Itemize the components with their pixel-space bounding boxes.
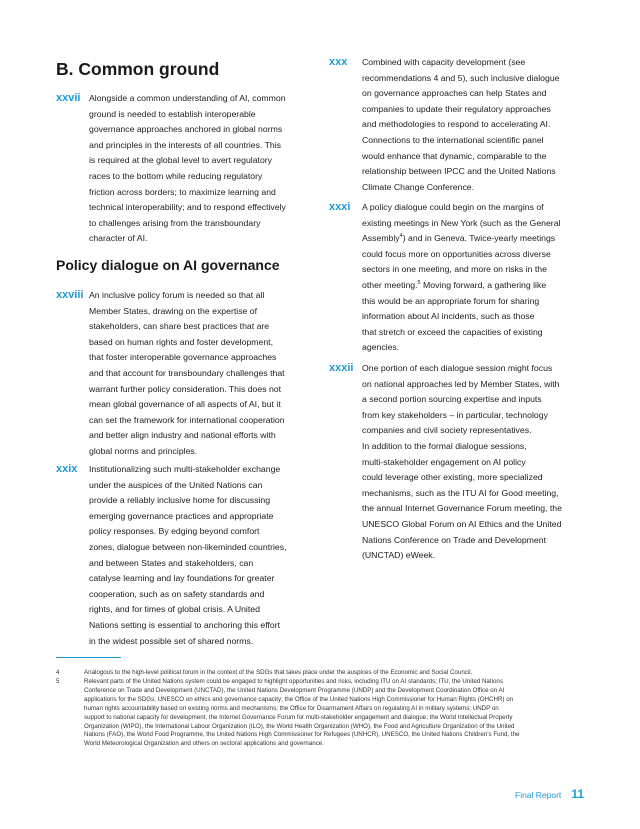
text-line: from key stakeholders – in particular, technology [362, 409, 548, 420]
text-line: provide a reliably inclusive home for discussing [89, 495, 271, 506]
page-footer [515, 787, 584, 801]
text-line: character of AI. [89, 233, 148, 244]
text-line: technical interoperability; and to respond effectively [89, 202, 286, 213]
paragraph-text [89, 462, 287, 649]
page-number: 11 [571, 787, 584, 801]
footnote-4 [56, 669, 586, 678]
text-line: and methodologies to respond to accelerating AI. [362, 119, 551, 130]
text-line: mechanisms, such as the ITU AI for Good meeting, [362, 487, 559, 498]
text-line: An inclusive policy forum is needed so that all [89, 290, 265, 300]
text-line: applications for the SDGs; UNESCO on ethics and governance capacity; the Office of the United Nations High Commissioner for Human Rights (OHCHR) on [84, 695, 514, 703]
section-title-policy-dialogue: Policy dialogue on AI governance [56, 257, 280, 273]
paragraph-text [89, 91, 286, 247]
text-line: Nations (FAO), the World Food Programme, the United Nations High Commissioner for Refugees (UNHCR), UNESCO, the United Nations Children’s Fund, the [84, 731, 520, 739]
text-line: World Meteorological Organization and others on sectoral applications and governance. [84, 740, 324, 748]
paragraph-xxxii [329, 361, 562, 564]
text-line: companies and civil society representatives. [362, 425, 532, 436]
text-line: global norms and principles. [89, 445, 198, 456]
text-line: and between States and stakeholders, can [89, 557, 254, 568]
text-line: based on human rights and foster development, [89, 336, 274, 347]
text-line: policy responses. By edging beyond comfort [89, 526, 260, 537]
text-line: Analogous to the high-level political forum in the context of the SDGs that takes place under the auspices of the Economic and Social Council. [84, 669, 473, 676]
text-line: to challenges arising from the transboundary [89, 217, 261, 228]
text-line: on governance approaches can help States and [362, 88, 547, 99]
text-line: zones, dialogue between non-likeminded countries, [89, 541, 287, 552]
text-line: would enhance that dynamic, comparable to the [362, 150, 547, 161]
text-line: recommendations 4 and 5), such inclusive dialogue [362, 72, 560, 83]
paragraph-xxviii [56, 288, 285, 460]
paragraph-number: xxxi [329, 201, 351, 213]
text-line: can set the framework for international cooperation [89, 414, 285, 425]
text-line: on national approaches led by Member States, with [362, 378, 560, 389]
paragraph-xxix [56, 462, 287, 649]
footnote-text [84, 669, 472, 678]
text-line: Nations setting is essential to anchoring this effort [89, 619, 281, 630]
text-line: human rights accountability based on existing norms and mechanisms; the Office for Disarmament Affairs on regulating AI in military systems; UNDP on [84, 704, 499, 712]
paragraph-number: xxviii [56, 289, 84, 301]
text-line: the annual Internet Governance Forum meeting, the [362, 503, 562, 514]
text-line: Institutionalizing such multi-stakeholder exchange [89, 464, 281, 474]
paragraph-number: xxx [329, 56, 348, 68]
text-line: and principles in the interests of all countries. This [89, 139, 282, 150]
section-title-common-ground: B. Common ground [56, 59, 220, 79]
text-line: Conference on Trade and Development (UNCTAD), the United Nations Development Programme (UNDP) and the Development Coordination Office on AI [84, 686, 505, 694]
text-line: support to national capacity for development; the Internet Governance Forum for multi-stakeholder engagement and dialogue; the World Intellectual Property [84, 713, 513, 721]
paragraph-number: xxxii [329, 362, 354, 374]
footnote-5 [56, 678, 586, 749]
footnote-number: 4 [56, 669, 60, 676]
text-line: Connections to the international scientific panel [362, 134, 544, 145]
text-line: could leverage other existing, more specialized [362, 472, 543, 483]
text-line: races to the bottom while reducing regulatory [89, 170, 263, 181]
paragraph-xxxi [329, 200, 560, 356]
footnote-text [84, 678, 519, 749]
text-line: Nations Conference on Trade and Development [362, 534, 546, 545]
text-line: in the widest possible set of shared norms. [89, 635, 254, 646]
text-line: cooperation, such as on safety standards and [89, 588, 265, 599]
text-line: In addition to the formal dialogue sessions, [362, 440, 527, 451]
text-line: that foster interoperable governance approaches [89, 352, 277, 363]
paragraph-number: xxvii [56, 92, 81, 104]
text-line: and that account for transboundary challenges that [89, 367, 285, 378]
text-line: Combined with capacity development (see [362, 57, 526, 67]
text-line: One portion of each dialogue session might focus [362, 363, 553, 373]
text-line: a second portion sourcing expertise and inputs [362, 394, 542, 405]
text-line: UNESCO Global Forum on AI Ethics and the United [362, 518, 562, 529]
text-line: Organization (WIPO), the International Labour Organization (ILO), the World Health Organization (WHO), the Food and Agriculture Organization of the United [84, 722, 515, 730]
text-line: stakeholders, can share best practices that are [89, 321, 270, 332]
text-line: catalyse learning and lay foundations for greater [89, 573, 275, 584]
footnote-number: 5 [56, 678, 60, 685]
text-line: and better align industry and national efforts with [89, 430, 276, 441]
text-line: mean global governance of all aspects of AI, but it [89, 399, 281, 410]
text-line: governance approaches anchored in global norms [89, 124, 283, 135]
text-line: is required at the global level to avert regulatory [89, 155, 273, 166]
footnote-divider [56, 657, 121, 658]
paragraph-text [362, 361, 562, 564]
text-line: Member States, drawing on the expertise of [89, 305, 258, 316]
text-line: friction across borders; to maximize learning and [89, 186, 276, 197]
text-line: warrant further policy consideration. This does not [89, 383, 282, 394]
text-line: under the auspices of the United Nations can [89, 479, 263, 490]
paragraph-text [89, 288, 285, 460]
report-label: Final Report [515, 790, 562, 800]
paragraph-number: xxix [56, 463, 78, 475]
paragraph-xxvii [56, 91, 286, 247]
footnote-ref-4[interactable]: 4 [399, 233, 403, 240]
text-line: Relevant parts of the United Nations system could be engaged to highlight opportunities and risks, including ITU on AI standards; ITU, the United Nations [84, 678, 503, 685]
text-line: emerging governance practices and appropriate [89, 510, 274, 521]
paragraph-text: A policy dialogue could begin on the margins of existing meetings in New York (such as the General Assembly$^4$) and in Geneva. Twice-yearly meetings could focus more on opportunities across diverse sectors in one meeting, and more on risks in the other meeting.$^5$ Moving forward, a gathering like this would be an appropriate forum for sharing information about AI incidents, such as those that stretch or exceed the capacities of existing agencies. [362, 202, 561, 353]
text-line: Alongside a common understanding of AI, common [89, 93, 286, 103]
text-line: (UNCTAD) eWeek. [362, 550, 436, 561]
paragraph-xxx [329, 55, 560, 195]
paragraph-text [362, 55, 560, 195]
text-line: Climate Change Conference. [362, 181, 475, 192]
text-line: multi-stakeholder engagement on AI policy [362, 456, 526, 467]
text-line: companies to update their regulatory approaches [362, 103, 551, 114]
text-line: relationship between IPCC and the United Nations [362, 166, 556, 177]
footnote-ref-5[interactable]: 5 [417, 280, 421, 287]
text-line: rights, and for times of global crisis. A United [89, 604, 260, 615]
text-line: ground is needed to establish interoperable [89, 108, 256, 119]
